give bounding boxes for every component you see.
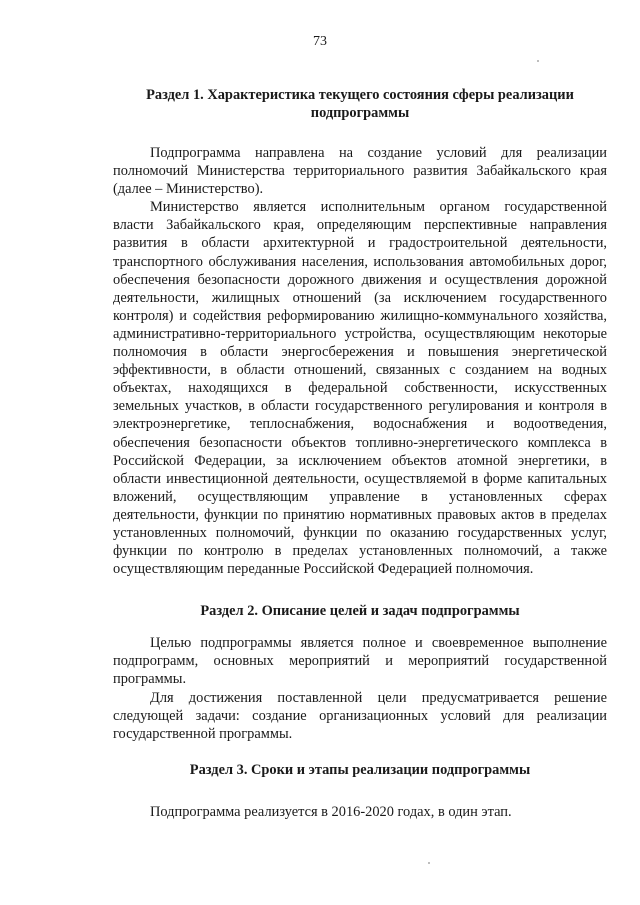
section-1-paragraph-2: Министерство является исполнительным органом государственной власти Забайкальского края, определяющим перспективные направления развития в области архитектурной и градостроительной деятельности, транспортного обслуживания населения, использования автомобильных дорог, обеспечения безопасности дорожного движения и осуществления дорожной деятельности, жилищных отношений (за исключением государственного контроля) и содействия реформированию жилищно-коммунального хозяйства, административно-территориального устройства, осуществляющим некоторые полномочия в области энергосбережения и повышения энергетической эффективности, в области отношений, связанных с созданием на водных объектах, находящихся в федеральной собственности, искусственных земельных участков, в области государственного регулирования и контроля в электроэнергетике, теплоснабжения, водоснабжения и водоотведения, обеспечения безопасности объектов топливно-энергетического комплекса в Российской Федерации, за исключением объектов атомной энергетики, в области инвестиционной деятельности, осуществляемой в форме капитальных вложений, осуществляющим управление в установленных сферах деятельности, функции по принятию нормативных правовых актов в пределах установленных полномочий, функции по оказанию государственных услуг, функции по контролю в пределах установленных полномочий, а также осуществляющим переданные Российской Федерацией полномочия. [113,199,607,578]
section-1-heading: Раздел 1. Характеристика текущего состояния сферы реализации подпрограммы [146,87,574,121]
section-2-heading: Раздел 2. Описание целей и задач подпрограммы [200,603,520,620]
document-body [113,86,607,821]
section-3-heading: Раздел 3. Сроки и этапы реализации подпрограммы [189,761,531,778]
scan-speck [537,60,539,62]
page-number: 73 [313,34,327,49]
scan-speck [428,862,430,864]
section-2-paragraph-2: Для достижения поставленной цели предусматривается решение следующей задачи: создание организационных условий для реализации государственной программы. [113,689,607,742]
section-3-paragraph-1: Подпрограмма реализуется в 2016-2020 годах, в один этап. [150,803,512,820]
section-1-paragraph-1: Подпрограмма направлена на создание условий для реализации полномочий Министерства территориального развития Забайкальского края (далее – Министерство). [113,145,607,198]
section-2-paragraph-1: Целью подпрограммы является полное и своевременное выполнение подпрограмм, основных мероприятий и мероприятий государственной программы. [113,635,607,688]
